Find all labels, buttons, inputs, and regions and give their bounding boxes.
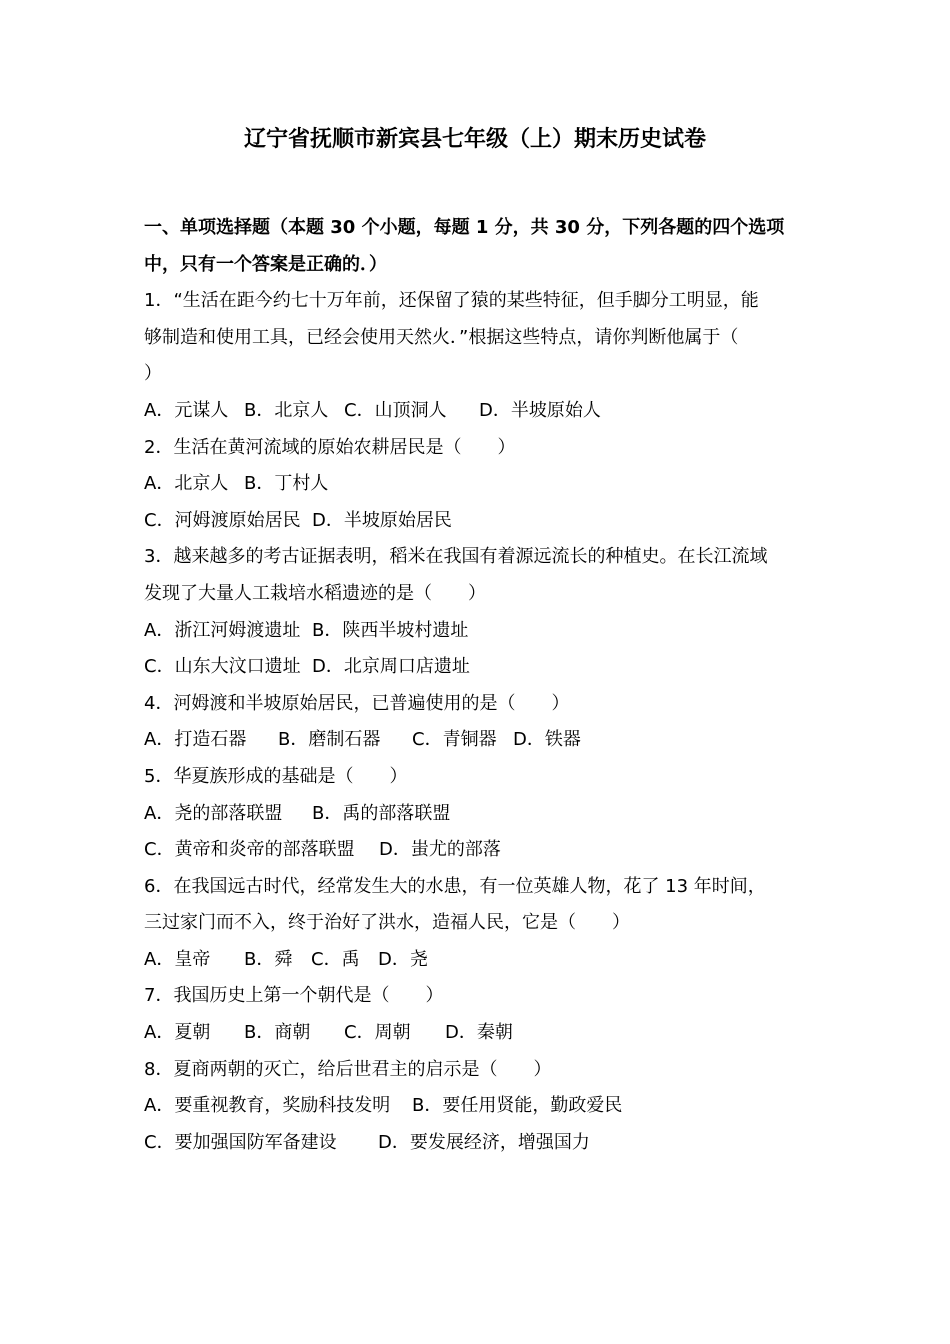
- exam-content: [144, 210, 808, 1161]
- option-a: A．尧的部落联盟: [144, 802, 283, 824]
- question-stem-line: ）: [144, 363, 162, 385]
- option-a: A．皇帝: [144, 948, 211, 970]
- option-c: C．山东大汶口遗址: [144, 656, 301, 678]
- question-stem-line: 三过家门而不入，终于治好了洪水，造福人民，它是（ ）: [144, 912, 630, 934]
- exam-title: 辽宁省抚顺市新宾县七年级（上）期末历史试卷: [243, 127, 706, 152]
- option-c: C．青铜器: [412, 729, 497, 751]
- option-d: D．秦朝: [445, 1022, 513, 1044]
- question-stem-line: 3．越来越多的考古证据表明，稻米在我国有着源远流长的种植史。在长江流域: [144, 546, 768, 568]
- option-a: A．北京人: [144, 473, 229, 495]
- question-4: [144, 686, 808, 759]
- option-c: C．禹: [311, 948, 360, 970]
- option-d: D．半坡原始居民: [312, 509, 452, 531]
- option-b: B．丁村人: [244, 473, 329, 495]
- option-row: [144, 796, 808, 833]
- option-c: C．河姆渡原始居民: [144, 509, 301, 531]
- option-a: A．打造石器: [144, 729, 247, 751]
- option-c: C．山顶洞人: [344, 399, 447, 421]
- question-stem-line: 7．我国历史上第一个朝代是（ ）: [144, 985, 444, 1007]
- question-8: [144, 1052, 808, 1162]
- question-stem-line: 1．“生活在距今约七十万年前，还保留了猿的某些特征，但手脚分工明显，能: [144, 290, 759, 312]
- question-7: [144, 978, 808, 1051]
- option-d: D．铁器: [513, 729, 581, 751]
- question-stem-line: 4．河姆渡和半坡原始居民，已普遍使用的是（ ）: [144, 692, 570, 714]
- option-b: B．磨制石器: [278, 729, 381, 751]
- option-row: [144, 466, 808, 503]
- section-heading-line: 中，只有一个答案是正确的．）: [144, 253, 387, 275]
- question-3: [144, 539, 808, 685]
- question-stem-line: 发现了大量人工栽培水稻遗迹的是（ ）: [144, 582, 486, 604]
- option-row: [144, 942, 808, 979]
- option-d: D．蚩尤的部落: [379, 839, 501, 861]
- option-a: A．浙江河姆渡遗址: [144, 619, 301, 641]
- option-d: D．要发展经济，增强国力: [378, 1131, 590, 1153]
- option-c: C．黄帝和炎帝的部落联盟: [144, 839, 355, 861]
- option-row: [144, 393, 808, 430]
- question-2: [144, 430, 808, 540]
- option-row: [144, 1125, 808, 1162]
- option-c: C．周朝: [344, 1022, 411, 1044]
- option-d: D．尧: [378, 948, 428, 970]
- option-b: B．北京人: [244, 399, 329, 421]
- option-a: A．夏朝: [144, 1022, 211, 1044]
- option-row: [144, 649, 808, 686]
- option-b: B．禹的部落联盟: [312, 802, 451, 824]
- option-b: B．要任用贤能，勤政爱民: [412, 1095, 623, 1117]
- section-heading-line: 一、单项选择题（本题 30 个小题，每题 1 分，共 30 分，下列各题的四个选项: [144, 217, 785, 238]
- option-a: A．元谋人: [144, 399, 229, 421]
- option-d: D．半坡原始人: [479, 399, 601, 421]
- option-a: A．要重视教育，奖励科技发明: [144, 1095, 391, 1117]
- section-heading: [144, 210, 808, 283]
- question-stem-line: 够制造和使用工具，已经会使用天然火．”根据这些特点，请你判断他属于（: [144, 326, 739, 348]
- option-row: [144, 722, 808, 759]
- option-row: [144, 832, 808, 869]
- question-6: [144, 869, 808, 979]
- option-d: D．北京周口店遗址: [312, 656, 470, 678]
- option-b: B．陕西半坡村遗址: [312, 619, 469, 641]
- option-row: [144, 503, 808, 540]
- option-b: B．舜: [244, 948, 293, 970]
- question-stem-line: 6．在我国远古时代，经常发生大的水患，有一位英雄人物，花了 13 年时间，: [144, 875, 766, 897]
- option-b: B．商朝: [244, 1022, 311, 1044]
- question-stem-line: 8．夏商两朝的灭亡，给后世君主的启示是（ ）: [144, 1058, 552, 1080]
- option-row: [144, 1015, 808, 1052]
- question-stem-line: 5．华夏族形成的基础是（ ）: [144, 765, 408, 787]
- question-5: [144, 759, 808, 869]
- question-1: [144, 283, 808, 429]
- option-row: [144, 1088, 808, 1125]
- option-c: C．要加强国防军备建设: [144, 1131, 337, 1153]
- question-stem-line: 2．生活在黄河流域的原始农耕居民是（ ）: [144, 436, 516, 458]
- option-row: [144, 613, 808, 650]
